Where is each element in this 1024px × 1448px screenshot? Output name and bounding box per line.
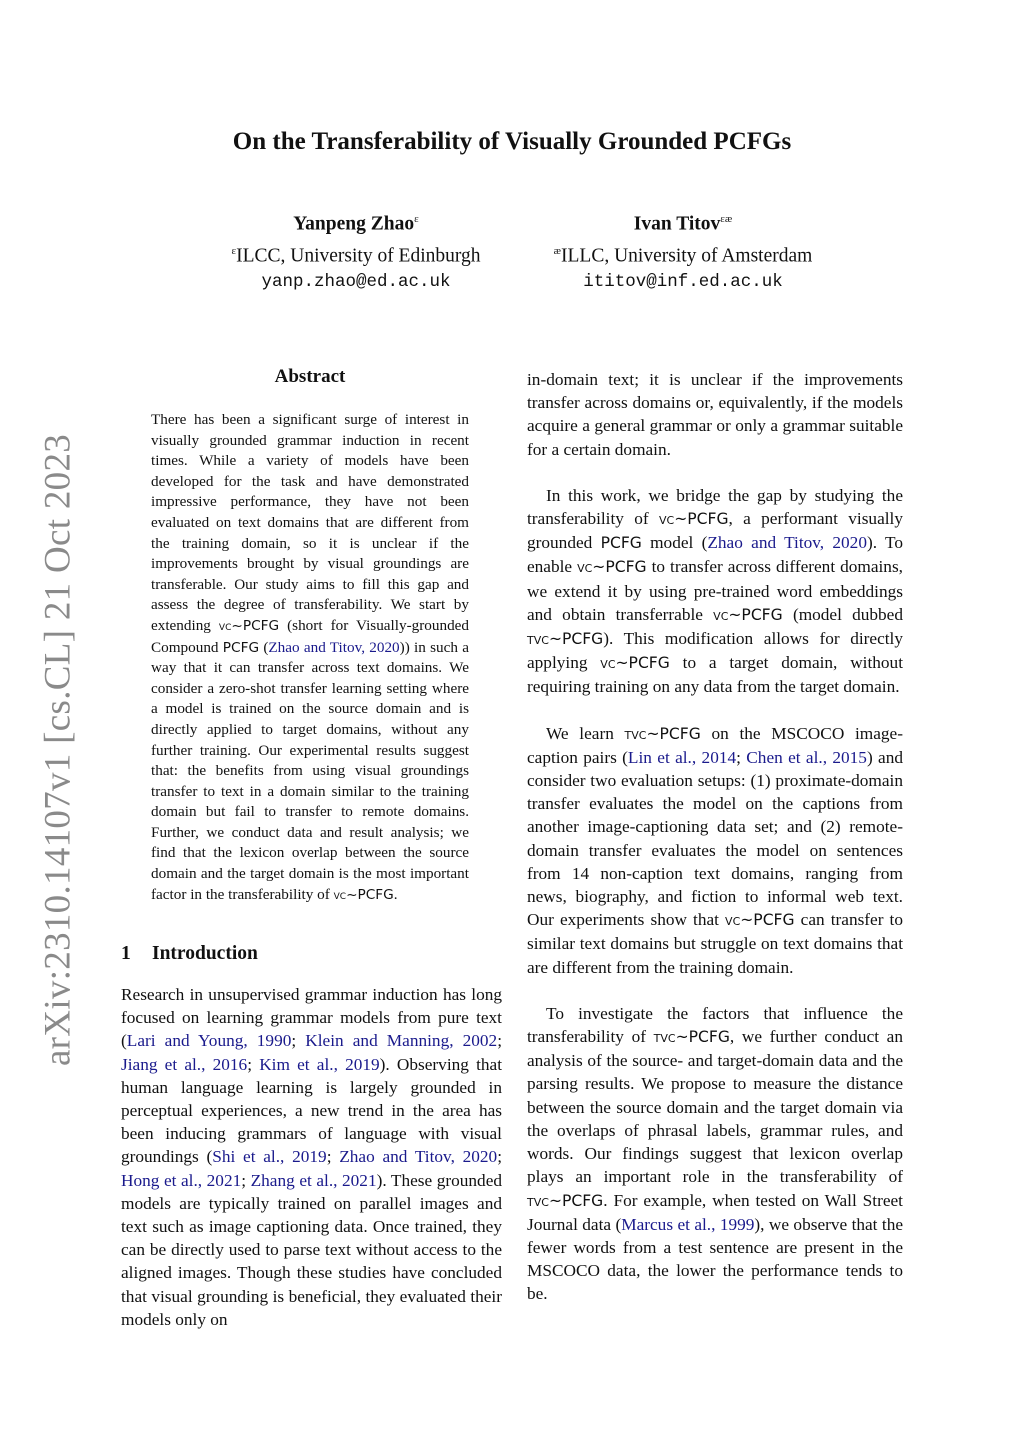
abstract-heading: Abstract (274, 366, 346, 387)
section-number: 1 (121, 943, 131, 964)
affiliation-superscript: æ (553, 244, 562, 257)
author-email[interactable]: yanp.zhao@ed.ac.uk (261, 272, 451, 292)
citation-link[interactable]: Klein and Manning, 2002 (305, 1031, 498, 1051)
affiliation-superscript: ε (231, 244, 237, 257)
intro-left-column (121, 983, 502, 1331)
model-name-tvc: tvc (527, 630, 549, 649)
author-email[interactable]: ititov@inf.ed.ac.uk (583, 272, 783, 292)
intro-right-column (527, 368, 903, 1306)
author-superscript: ε (414, 213, 419, 225)
author-name: Ivan Titov (633, 213, 721, 235)
author-name: Yanpeng Zhao (293, 213, 415, 235)
author-block (216, 206, 496, 295)
citation-link[interactable]: Kim et al., 2019 (259, 1054, 380, 1074)
author-block (528, 206, 838, 295)
author-affiliation: $^\varepsilon$ILCC, University of Edinburgh (231, 244, 481, 266)
model-name-vc: vc (218, 618, 232, 634)
citation-link[interactable]: Zhao and Titov, 2020 (707, 533, 867, 553)
citation-link[interactable]: Zhang et al., 2021 (250, 1170, 377, 1190)
paragraph: In this work, we bridge the gap by studying the transferability of vc~PCFG, a performant visually grounded PCFG model (Zhao and Titov, 2020). To enable vc~PCFG to transfer across different domains, we extend it by using pre-trained word embeddings and obtain transferrable vc~PCFG (model dubbed tvc~PCFG). This modification allows for directly applying vc~PCFG to a target domain, without requiring training on any data from the target domain. (527, 485, 904, 697)
citation-link[interactable]: Hong et al., 2021 (121, 1170, 242, 1190)
citation-link[interactable]: Marcus et al., 1999 (621, 1214, 755, 1234)
paper-title: On the Transferability of Visually Grounded PCFGs (232, 128, 792, 155)
author-superscript: εæ (720, 213, 733, 225)
citation-link[interactable]: Chen et al., 2015 (746, 747, 867, 767)
section-heading (121, 943, 258, 965)
citation-link[interactable]: Lin et al., 2014 (627, 747, 737, 767)
abstract-body: There has been a significant surge of interest in visually grounded grammar induction in recent times. While a variety of models have been developed for the task and have demonstrated impressive performance, they have not been evaluated on text domains that are different from the training domain, so it is unclear if the improvements brought by visual groundings are transferable. Our study aims to fill this gap and assess the degree of transferability. We start by extending vc~PCFG (short for Visually-grounded Compound PCFG (Zhao and Titov, 2020)) in such a way that it can transfer across text domains. We consider a zero-shot transfer learning setting where a model is trained on the source domain and is directly applied to target domains, without any further training. Our experimental results suggest that: the benefits from using visual groundings transfer to text in a domain similar to the training domain but fail to transfer to remote domains. Further, we conduct data and result analysis; we find that the lexicon overlap between the source domain and the target domain is the most important factor in the transferability of vc~PCFG. (151, 411, 470, 903)
paragraph: To investigate the factors that influence the transferability of tvc~PCFG, we further conduct an analysis of the source- and target-domain data and the parsing results. We propose to measure the distance between the source domain and the target domain via the overlaps of phrasal labels, grammar rules, and words. Our findings suggest that lexicon overlap plays an important role in the transferability of tvc~PCFG. For example, when tested on Wall Street Journal data (Marcus et al., 1999), we observe that the fewer words from a test sentence are present in the MSCOCO data, the lower the performance tends to be. (527, 1003, 904, 1304)
citation-link[interactable]: Jiang et al., 2016 (121, 1054, 248, 1074)
section-title: Introduction (152, 943, 258, 964)
paragraph: in-domain text; it is unclear if the improvements transfer across domains or, equivalently, if the models acquire a general grammar or only a grammar suitable for a certain domain. (527, 370, 903, 459)
paragraph: We learn tvc~PCFG on the MSCOCO image-caption pairs (Lin et al., 2014; Chen et al., 2015) and consider two evaluation setups: (1) proximate-domain transfer evaluates the model on the captions from another image-captioning data set; and (2) remote-domain transfer evaluates the model on sentences from 14 non-caption text domains, ranging from news, biography, and fiction to informal web text. Our experiments show that vc~PCFG can transfer to similar text domains but struggle on text domains that are different from the training domain. (527, 723, 904, 977)
citation-link[interactable]: Shi et al., 2019 (212, 1147, 327, 1167)
paragraph: Research in unsupervised grammar induction has long focused on learning grammar models from pure text (Lari and Young, 1990; Klein and Manning, 2002; Jiang et al., 2016; Kim et al., 2019). Observing that human language learning is largely grounded in perceptual experiences, a new trend in the area has been inducing grammars of language with visual groundings (Shi et al., 2019; Zhao and Titov, 2020; Hong et al., 2021; Zhang et al., 2021). These grounded models are typically trained on parallel images and text such as image captioning data. Once trained, they can be directly used to parse text without access to the aligned images. Though these studies have concluded that visual grounding is beneficial, they evaluated their models only on (121, 985, 503, 1329)
citation-link[interactable]: Lari and Young, 1990 (126, 1031, 292, 1051)
arxiv-stamp: arXiv:2310.14107v1 [cs.CL] 21 Oct 2023 (37, 433, 79, 1067)
citation-link[interactable]: Zhao and Titov, 2020 (339, 1147, 498, 1167)
author-affiliation: $^æ$ILLC, University of Amsterdam (553, 244, 813, 266)
citation-link[interactable]: Zhao and Titov, 2020 (268, 638, 400, 656)
